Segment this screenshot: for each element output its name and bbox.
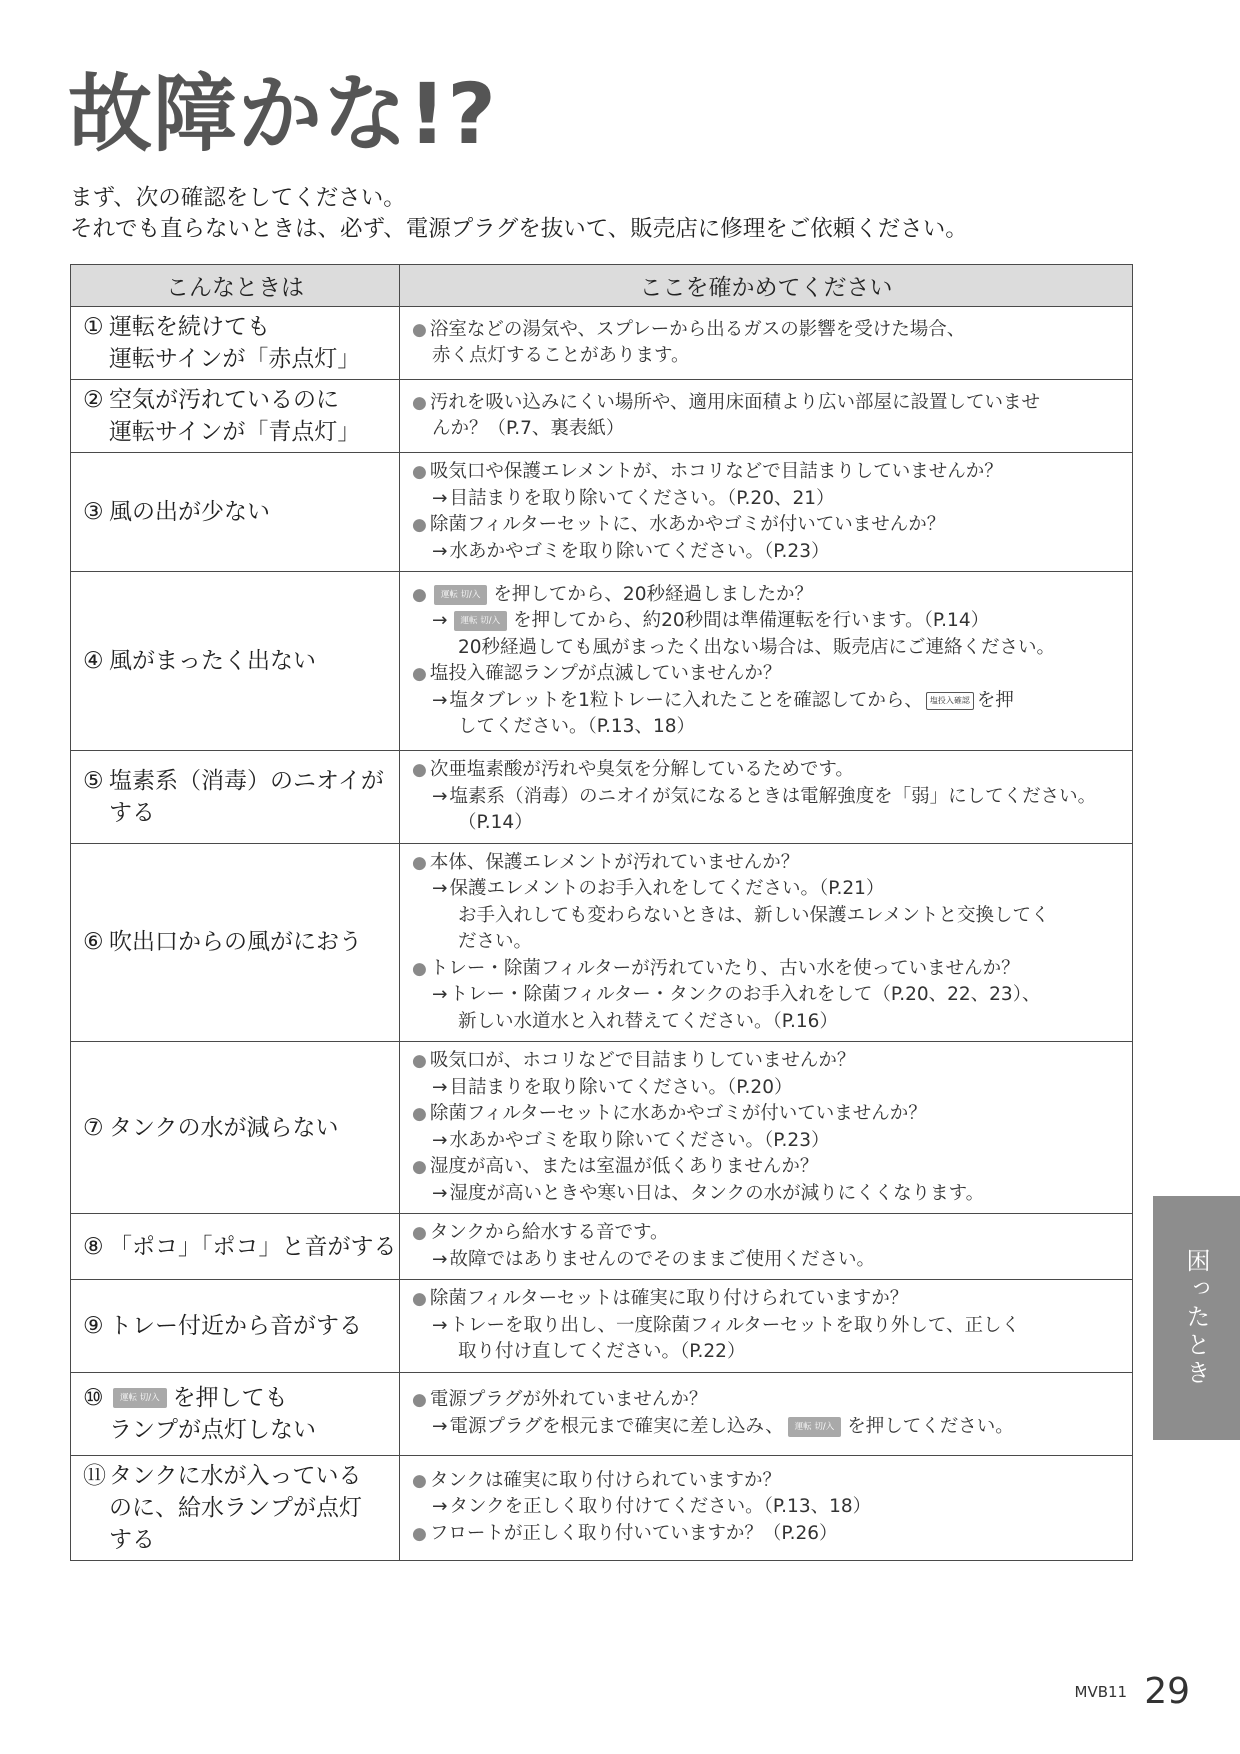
arrow-icon: → <box>432 878 448 899</box>
bullet-icon: ● <box>412 1289 427 1309</box>
symptom-cell <box>71 307 400 380</box>
arrow-icon: → <box>432 487 448 509</box>
check-item <box>412 1048 1126 1075</box>
table-row <box>71 1455 1133 1560</box>
bullet-icon: ● <box>412 319 427 340</box>
symptom-text: 運転を続けても <box>109 314 270 340</box>
check-text: 除菌フィルターセットに、水あかやゴミが付いていませんか？ <box>429 514 946 535</box>
bullet-icon: ● <box>412 515 427 535</box>
side-tab-label: 困ったとき <box>1182 1248 1210 1388</box>
operation-button-icon: 運転 切/入 <box>113 1388 167 1408</box>
bullet-icon: ● <box>412 1223 427 1243</box>
symptom-text: タンクに水が入っている <box>109 1462 362 1489</box>
symptom-line <box>83 926 391 958</box>
row-number: ⑪ <box>83 1462 106 1489</box>
table-row <box>71 572 1133 751</box>
row-number: ③ <box>83 499 104 525</box>
bullet-icon: ● <box>412 392 427 413</box>
check-continuation <box>412 416 1126 443</box>
symptom-line <box>83 311 391 343</box>
check-text: 本体、保護エレメントが汚れていませんか？ <box>429 851 800 873</box>
table-row <box>71 751 1133 844</box>
check-text: 吸気口が、ホコリなどで目詰まりしていませんか？ <box>429 1050 856 1071</box>
arrow-icon: → <box>432 540 448 562</box>
check-cell <box>400 1455 1133 1560</box>
symptom-cell <box>71 380 400 453</box>
check-continuation <box>412 714 1126 741</box>
arrow-icon: → <box>432 1415 448 1437</box>
check-item <box>412 850 1126 877</box>
check-text: 保護エレメントのお手入れをしてください。（P.21） <box>449 878 885 899</box>
check-cell <box>400 843 1133 1042</box>
table-row <box>71 843 1133 1042</box>
check-text: 水あかやゴミを取り除いてください。（P.23） <box>449 540 830 562</box>
check-remedy <box>412 688 1126 715</box>
check-cell <box>400 380 1133 453</box>
bullet-icon: ● <box>412 462 427 482</box>
check-text: トレーを取り出し、一度除菌フィルターセットを取り外して、正しく <box>449 1314 1021 1336</box>
check-text: を押してください。 <box>847 1415 1014 1437</box>
arrow-icon: → <box>432 785 448 807</box>
symptom-text: する <box>109 1526 155 1553</box>
bullet-icon: ● <box>412 584 427 605</box>
section-side-tab <box>1153 1196 1240 1440</box>
check-item <box>412 317 1126 344</box>
check-item <box>412 956 1126 983</box>
check-text: 湿度が高い、または室温が低くありませんか？ <box>429 1156 819 1177</box>
check-cell <box>400 572 1133 751</box>
check-remedy <box>412 1075 1126 1102</box>
symptom-text: 風がまったく出ない <box>109 648 316 674</box>
bullet-icon: ● <box>412 664 427 684</box>
check-remedy <box>412 608 1126 635</box>
check-text: 塩タブレットを1粒トレーに入れたことを確認してから、 <box>449 689 923 711</box>
symptom-text: トレー付近から音がする <box>109 1312 362 1339</box>
row-number: ④ <box>83 648 104 674</box>
check-text: トレー・除菌フィルターが汚れていたり、古い水を使っていませんか？ <box>429 957 1020 979</box>
arrow-icon: → <box>432 1129 448 1151</box>
row-number: ⑦ <box>83 1114 104 1141</box>
arrow-icon: → <box>432 1496 448 1518</box>
check-remedy <box>412 1247 1126 1274</box>
bullet-icon: ● <box>412 958 427 979</box>
symptom-line <box>83 384 391 416</box>
check-remedy <box>412 982 1126 1009</box>
check-text: 塩投入確認ランプが点滅していませんか？ <box>429 663 782 684</box>
symptom-text: 運転サインが「青点灯」 <box>109 419 361 445</box>
symptom-cell <box>71 751 400 844</box>
symptom-text: 塩素系（消毒）のニオイが <box>109 767 384 794</box>
header-check: ここを確かめてください <box>400 265 1133 307</box>
symptom-text: 空気が汚れているのに <box>109 387 339 413</box>
table-row <box>71 1042 1133 1214</box>
page-footer <box>1075 1671 1191 1712</box>
symptom-line <box>83 1231 397 1263</box>
row-number: ⑨ <box>83 1312 104 1339</box>
check-remedy <box>412 1414 1126 1441</box>
bullet-icon: ● <box>412 1157 427 1177</box>
check-text: 吸気口や保護エレメントが、ホコリなどで目詰まりしていませんか？ <box>429 461 1003 482</box>
check-text: 塩素系（消毒）のニオイが気になるときは電解強度を「弱」にしてください。 <box>449 785 1097 807</box>
check-continuation <box>412 810 1126 837</box>
check-remedy <box>412 876 1126 903</box>
check-text: んか？（P.7、裏表紙） <box>432 418 625 439</box>
check-text: 故障ではありませんのでそのままご使用ください。 <box>449 1248 876 1270</box>
check-continuation <box>412 1339 1126 1366</box>
symptom-cell <box>71 1372 400 1455</box>
check-item <box>412 1387 1126 1414</box>
page-number: 29 <box>1144 1671 1190 1712</box>
arrow-icon: → <box>432 1248 448 1270</box>
check-text: 新しい水道水と入れ替えてください。（P.16） <box>458 1010 838 1032</box>
check-continuation <box>412 929 1126 956</box>
check-text: してください。（P.13、18） <box>458 716 695 737</box>
table-row <box>71 1214 1133 1280</box>
symptom-line <box>83 797 391 829</box>
table-row <box>71 307 1133 380</box>
check-text: お手入れしても変わらないときは、新しい保護エレメントと交換してく <box>458 904 1050 926</box>
symptom-line <box>83 1310 391 1342</box>
check-item <box>412 1521 1126 1548</box>
intro-line: それでも直らないときは、必ず、電源プラグを抜いて、販売店に修理をご依頼ください。 <box>70 216 968 242</box>
table-row <box>71 453 1133 572</box>
model-number: MVB11 <box>1074 1683 1128 1701</box>
check-text: 目詰まりを取り除いてください。（P.20、21） <box>449 487 835 509</box>
check-text: を押 <box>976 689 1014 711</box>
symptom-line <box>83 1492 391 1524</box>
check-remedy <box>412 784 1126 811</box>
table-row <box>71 1280 1133 1373</box>
operation-button-icon: 運転 切/入 <box>454 611 508 631</box>
check-cell <box>400 453 1133 572</box>
troubleshooting-table <box>70 264 1133 1561</box>
symptom-cell <box>71 1214 400 1280</box>
arrow-icon: → <box>432 1314 448 1336</box>
check-text: 水あかやゴミを取り除いてください。（P.23） <box>449 1129 830 1151</box>
check-cell <box>400 1214 1133 1280</box>
intro-text <box>70 183 968 245</box>
check-continuation <box>412 343 1126 370</box>
symptom-text: を押しても <box>172 1384 288 1411</box>
arrow-icon: → <box>432 1182 448 1204</box>
bullet-icon: ● <box>412 1390 427 1410</box>
operation-button-icon: 運転 切/入 <box>788 1417 842 1437</box>
check-text: 汚れを吸い込みにくい場所や、適用床面積より広い部屋に設置していませ <box>429 391 1040 413</box>
bullet-icon: ● <box>412 1470 427 1491</box>
symptom-line <box>83 1460 391 1492</box>
check-remedy <box>412 1181 1126 1208</box>
bullet-icon: ● <box>412 1523 427 1544</box>
check-text: 除菌フィルターセットに水あかやゴミが付いていませんか？ <box>429 1103 927 1124</box>
check-text: 電源プラグを根元まで確実に差し込み、 <box>449 1415 784 1437</box>
check-item <box>412 512 1126 539</box>
check-text: （P.14） <box>458 812 533 833</box>
check-remedy <box>412 539 1126 566</box>
symptom-text: 風の出が少ない <box>109 499 270 525</box>
row-number: ⑤ <box>83 767 104 794</box>
check-text: 20秒経過しても風がまったく出ない場合は、販売店にご連絡ください。 <box>458 636 1056 658</box>
bullet-icon: ● <box>412 1104 427 1124</box>
check-text: 浴室などの湯気や、スプレーから出るガスの影響を受けた場合、 <box>429 318 966 340</box>
row-number: ① <box>83 314 104 340</box>
check-continuation <box>412 635 1126 662</box>
symptom-cell <box>71 1455 400 1560</box>
check-text: 赤く点灯することがあります。 <box>432 345 690 366</box>
check-cell <box>400 1042 1133 1214</box>
salt-check-button-icon: 塩投入確認 <box>926 692 974 710</box>
bullet-icon: ● <box>412 1051 427 1071</box>
check-item <box>412 661 1126 688</box>
symptom-text: 運転サインが「赤点灯」 <box>109 346 361 372</box>
symptom-cell <box>71 1280 400 1373</box>
symptom-line <box>83 765 391 797</box>
symptom-line <box>83 496 391 528</box>
symptom-text: ランプが点灯しない <box>109 1416 316 1443</box>
symptom-line <box>83 343 391 375</box>
check-text: フロートが正しく取り付いていますか？（P.26） <box>429 1522 838 1544</box>
check-text: ださい。 <box>458 931 533 952</box>
check-item <box>412 1154 1126 1181</box>
check-cell <box>400 307 1133 380</box>
check-text: 次亜塩素酸が汚れや臭気を分解しているためです。 <box>429 759 854 780</box>
row-number: ⑩ <box>83 1384 104 1411</box>
check-continuation <box>412 1009 1126 1036</box>
check-item <box>412 459 1126 486</box>
check-text: 取り付け直してください。（P.22） <box>458 1341 746 1362</box>
check-item <box>412 390 1126 417</box>
table-row <box>71 380 1133 453</box>
operation-button-icon: 運転 切/入 <box>434 585 488 605</box>
check-item <box>412 1286 1126 1313</box>
symptom-cell <box>71 453 400 572</box>
check-text: 電源プラグが外れていませんか？ <box>429 1389 708 1410</box>
check-remedy <box>412 1494 1126 1521</box>
symptom-cell <box>71 572 400 751</box>
check-text: 湿度が高いときや寒い日は、タンクの水が減りにくくなります。 <box>449 1182 985 1204</box>
symptom-line <box>83 1112 391 1144</box>
check-item <box>412 1220 1126 1247</box>
symptom-text: 「ポコ」「ポコ」と音がする <box>109 1233 397 1260</box>
table-row <box>71 1372 1133 1455</box>
row-number: ⑥ <box>83 929 104 956</box>
arrow-icon: → <box>432 610 448 631</box>
header-symptom: こんなときは <box>71 265 400 307</box>
check-cell <box>400 751 1133 844</box>
row-number: ② <box>83 387 104 413</box>
arrow-icon: → <box>432 689 448 711</box>
row-number: ⑧ <box>83 1233 104 1260</box>
symptom-text: する <box>109 799 155 826</box>
check-text: 目詰まりを取り除いてください。（P.20） <box>449 1076 793 1098</box>
symptom-line <box>83 1382 391 1414</box>
check-item <box>412 1101 1126 1128</box>
symptom-text: のに、給水ランプが点灯 <box>109 1494 362 1521</box>
intro-line: まず、次の確認をしてください。 <box>70 185 406 211</box>
check-remedy <box>412 1128 1126 1155</box>
arrow-icon: → <box>432 984 448 1005</box>
table-header-row <box>71 265 1133 307</box>
check-text: タンクから給水する音です。 <box>429 1222 669 1243</box>
check-continuation <box>412 903 1126 930</box>
symptom-line <box>83 1414 391 1446</box>
check-text: 除菌フィルターセットは確実に取り付けられていますか？ <box>429 1288 909 1309</box>
symptom-text: 吹出口からの風がにおう <box>109 929 362 956</box>
check-item <box>412 757 1126 784</box>
symptom-cell <box>71 1042 400 1214</box>
symptom-text: タンクの水が減らない <box>109 1114 339 1141</box>
symptom-line <box>83 645 391 677</box>
check-text: タンクは確実に取り付けられていますか？ <box>429 1469 781 1491</box>
check-text: を押してから、約20秒間は準備運転を行います。（P.14） <box>513 610 990 631</box>
check-text: トレー・除菌フィルター・タンクのお手入れをして（P.20、22、23）、 <box>449 984 1041 1005</box>
symptom-line <box>83 416 391 448</box>
check-text: タンクを正しく取り付けてください。（P.13、18） <box>449 1496 872 1518</box>
check-remedy <box>412 486 1126 513</box>
check-item <box>412 582 1126 609</box>
check-cell <box>400 1280 1133 1373</box>
symptom-line <box>83 1524 391 1556</box>
page-title: 故障かな!? <box>68 65 498 163</box>
check-item <box>412 1468 1126 1495</box>
bullet-icon: ● <box>412 760 427 780</box>
bullet-icon: ● <box>412 852 427 873</box>
symptom-cell <box>71 843 400 1042</box>
check-remedy <box>412 1313 1126 1340</box>
check-cell <box>400 1372 1133 1455</box>
arrow-icon: → <box>432 1076 448 1098</box>
check-text: を押してから、20秒経過しましたか？ <box>493 583 813 605</box>
